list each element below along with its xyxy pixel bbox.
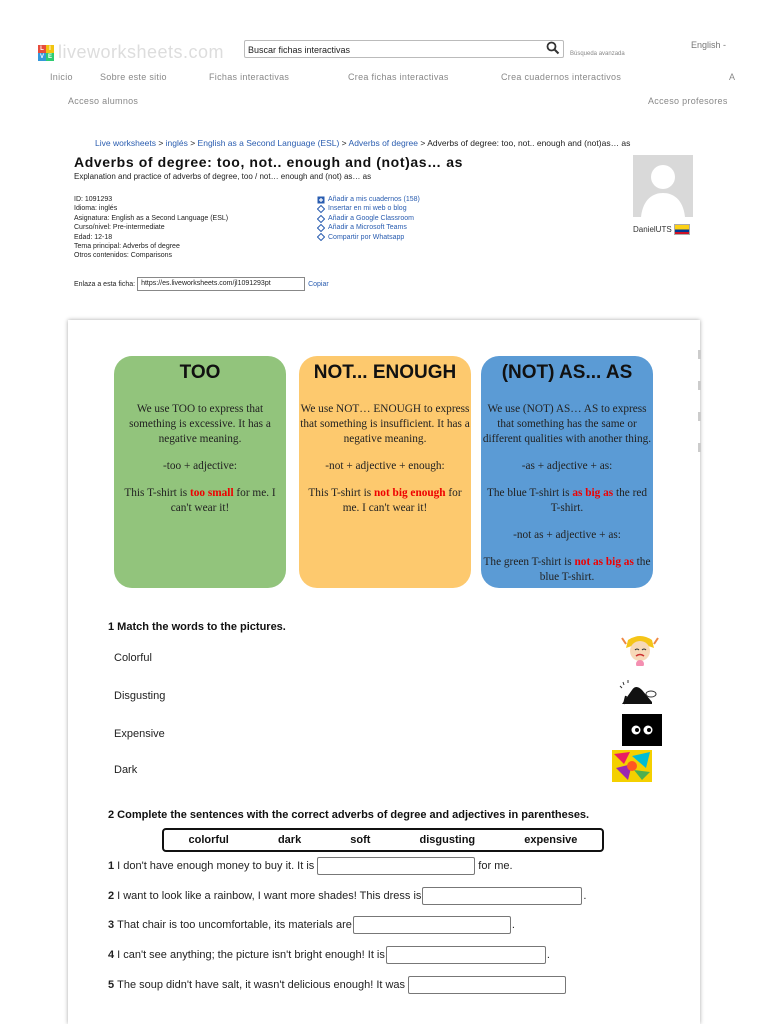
word-bank-item: soft: [350, 834, 371, 846]
author-name[interactable]: DanielUTS: [633, 225, 672, 234]
meta-level: Curso/nivel: Pre-intermediate: [74, 224, 165, 232]
card-text: the blue T-shirt.: [539, 556, 651, 583]
card-paragraph: [114, 402, 286, 447]
breadcrumb-separator: >: [418, 138, 428, 148]
colorful-splash-icon[interactable]: [612, 750, 652, 782]
page-title: Adverbs of degree: too, not.. enough and (not)as… as: [74, 154, 463, 170]
card-paragraph: [481, 555, 653, 585]
card-too: [114, 356, 286, 588]
exercise1-heading: 1 Match the words to the pictures.: [108, 621, 286, 633]
card-text: This T-shirt is: [308, 487, 375, 499]
whatsapp-icon: [317, 233, 325, 241]
card-text: -too + adjective:: [162, 460, 238, 472]
sentence: [108, 946, 550, 964]
breadcrumb-separator: >: [339, 138, 349, 148]
sentence-number: 5: [108, 979, 115, 991]
worksheet-actions: [317, 195, 420, 242]
answer-input[interactable]: [422, 887, 582, 905]
logo-text: liveworksheets.com: [58, 42, 225, 62]
card-text: We use (NOT) AS… AS to express that something has the same or different qualities with another thing.: [482, 403, 652, 445]
nav-item-home[interactable]: Inicio: [50, 72, 73, 82]
sentence: [108, 916, 515, 934]
exercise2-heading: 2 Complete the sentences with the correct adverbs of degree and adjectives in parentheses.: [108, 809, 590, 821]
breadcrumb-link[interactable]: Adverbs of degree: [348, 138, 418, 148]
meta-other: Otros contenidos: Comparisons: [74, 252, 173, 260]
sentence-text: .: [546, 949, 550, 961]
nav-item-more[interactable]: A: [729, 72, 736, 82]
word-bank-item: colorful: [188, 834, 229, 846]
word-bank-item: disgusting: [419, 834, 476, 846]
card-text: We use TOO to express that something is excessive. It has a negative meaning.: [129, 403, 271, 445]
card-heading: NOT... ENOUGH: [313, 362, 457, 383]
sentence-number: 2: [108, 890, 115, 902]
card-paragraph: [299, 486, 471, 516]
scroll-marker: [698, 350, 701, 359]
breadcrumb-link[interactable]: Live worksheets: [95, 138, 156, 148]
answer-input[interactable]: [386, 946, 546, 964]
card-paragraph: [114, 486, 286, 516]
site-logo[interactable]: [38, 42, 224, 63]
logo-icon: [38, 45, 54, 61]
scroll-marker: [698, 443, 701, 452]
word-bank-item: expensive: [524, 834, 578, 846]
answer-input[interactable]: [353, 916, 511, 934]
sentence-number: 3: [108, 919, 115, 931]
worksheet-canvas: [68, 320, 700, 1024]
action-label: Añadir a Google Classroom: [328, 214, 414, 222]
card-example-highlight: too small: [189, 487, 234, 499]
microsoft-teams-link[interactable]: [317, 223, 420, 232]
copy-link-button[interactable]: Copiar: [308, 280, 329, 288]
breadcrumb-link[interactable]: English as a Second Language (ESL): [197, 138, 340, 148]
match-word[interactable]: Expensive: [114, 728, 165, 740]
logo-letter: L: [38, 45, 46, 53]
card-not-as-as: [481, 356, 653, 588]
card-paragraph: [481, 486, 653, 516]
breadcrumb-link[interactable]: inglés: [165, 138, 188, 148]
logo-letter: V: [39, 53, 44, 60]
card-heading: (NOT) AS... AS: [501, 362, 633, 383]
card-text: for me. I can't wear it!: [342, 487, 462, 514]
sentence-number: 1: [108, 860, 115, 872]
sentence: [108, 976, 569, 994]
meta-age: Edad: 12-18: [74, 233, 113, 241]
answer-input[interactable]: [408, 976, 566, 994]
card-text: The green T-shirt is: [483, 556, 575, 568]
word-bank-item: dark: [277, 834, 302, 846]
card-paragraph: [299, 402, 471, 447]
meta-topic: Tema principal: Adverbs of degree: [74, 243, 180, 251]
card-text: -not as + adjective + as:: [513, 529, 621, 541]
meta-id: ID: 1091293: [74, 196, 113, 203]
breadcrumb-current: Adverbs of degree: too, not.. enough and (not)as… as: [427, 138, 631, 148]
card-paragraph: [481, 402, 653, 447]
answer-input[interactable]: [317, 857, 475, 875]
sentence-text: .: [583, 890, 587, 902]
card-text: This T-shirt is: [124, 487, 190, 499]
card-text: We use NOT… ENOUGH to express that something is insufficient. It has a negative meaning.: [300, 403, 470, 445]
action-label: Insertar en mi web o blog: [328, 205, 407, 213]
match-word[interactable]: Disgusting: [114, 690, 166, 702]
card-paragraph: [114, 459, 286, 474]
card-paragraph: [299, 459, 471, 474]
teacher-access-link[interactable]: Acceso profesores: [648, 96, 728, 106]
share-link-label: Enlaza a esta ficha:: [74, 280, 136, 288]
card-example-highlight: not big enough: [374, 487, 446, 499]
nav-item-create-worksheets[interactable]: Crea fichas interactivas: [348, 72, 449, 82]
card-text: The blue T-shirt is: [486, 487, 573, 499]
logo-letter: I: [46, 45, 54, 53]
page-description: Explanation and practice of adverbs of degree, too / not… enough and (not) as… as: [74, 172, 372, 181]
sentence-text: I don't have enough money to buy it. It is: [117, 860, 315, 872]
microsoft-teams-icon: [317, 224, 325, 232]
word-bank: [162, 828, 604, 852]
sentence-number: 4: [108, 949, 115, 961]
match-word[interactable]: Dark: [114, 764, 138, 776]
embed-link[interactable]: [317, 204, 420, 213]
breadcrumb-separator: >: [155, 138, 166, 148]
sentence-text: The soup didn't have salt, it wasn't delicious enough! It was: [117, 979, 406, 991]
action-label: Añadir a Microsoft Teams: [328, 224, 407, 232]
share-link-field[interactable]: https://es.liveworksheets.com/jl1091293pt: [137, 277, 305, 291]
embed-icon: [317, 205, 325, 213]
google-classroom-link[interactable]: [317, 214, 420, 223]
card-text: the red T-shirt.: [550, 487, 648, 514]
advanced-search-link[interactable]: Búsqueda avanzada: [570, 51, 625, 57]
card-heading: TOO: [179, 362, 221, 383]
eyes-in-dark-icon[interactable]: [622, 714, 662, 746]
sentence: [108, 887, 586, 905]
logo-letter: E: [47, 53, 52, 60]
search-icon[interactable]: [546, 41, 560, 55]
scroll-marker: [698, 381, 701, 390]
card-text: -not + adjective + enough:: [325, 460, 445, 472]
sentence-text: I want to look like a rainbow, I want more shades! This dress is: [117, 890, 422, 902]
author[interactable]: [633, 224, 690, 235]
card-example-highlight: not as big as: [574, 556, 634, 568]
scroll-marker: [698, 412, 701, 421]
add-to-workbooks-link[interactable]: [317, 195, 420, 204]
colombia-flag-icon: [674, 224, 690, 235]
author-avatar[interactable]: [633, 155, 693, 217]
card-paragraph: [481, 459, 653, 474]
google-classroom-icon: [317, 215, 325, 223]
card-text: -as + adjective + as:: [521, 460, 613, 472]
match-word[interactable]: Colorful: [114, 652, 152, 664]
language-select[interactable]: English -: [691, 40, 727, 50]
high-heel-shoe-icon[interactable]: [618, 676, 658, 708]
nav-item-about[interactable]: Sobre este sitio: [100, 72, 167, 82]
action-label: Añadir a mis cuadernos (158): [328, 196, 420, 203]
share-link-row: [74, 277, 329, 291]
nav-item-worksheets[interactable]: Fichas interactivas: [209, 72, 290, 82]
card-not-enough: [299, 356, 471, 588]
whatsapp-share-link[interactable]: [317, 233, 420, 242]
add-workbook-icon: [317, 196, 325, 204]
card-paragraph: [481, 528, 653, 543]
nav-item-create-workbooks[interactable]: Crea cuadernos interactivos: [501, 72, 622, 82]
breadcrumb: [95, 138, 630, 148]
meta-subject: Asignatura: English as a Second Language (ESL): [74, 214, 229, 222]
user-silhouette-icon: [633, 155, 693, 217]
disgusted-girl-icon[interactable]: [620, 634, 660, 666]
search-input[interactable]: Buscar fichas interactivas: [244, 40, 564, 58]
card-text: for me. I can't wear it!: [170, 487, 276, 514]
meta-language: Idioma: inglés: [74, 205, 118, 213]
card-example-highlight: as big as: [572, 487, 614, 499]
sentence-text: .: [511, 919, 515, 931]
breadcrumb-separator: >: [187, 138, 198, 148]
worksheet-meta: [74, 195, 228, 261]
sentence-text: for me.: [478, 860, 513, 872]
action-label: Compartir por Whatsapp: [328, 233, 405, 241]
sentence-text: I can't see anything; the picture isn't bright enough! It is: [117, 949, 385, 961]
sentence-text: That chair is too uncomfortable, its materials are: [117, 919, 352, 931]
student-access-link[interactable]: Acceso alumnos: [68, 96, 139, 106]
sentence: [108, 857, 513, 875]
